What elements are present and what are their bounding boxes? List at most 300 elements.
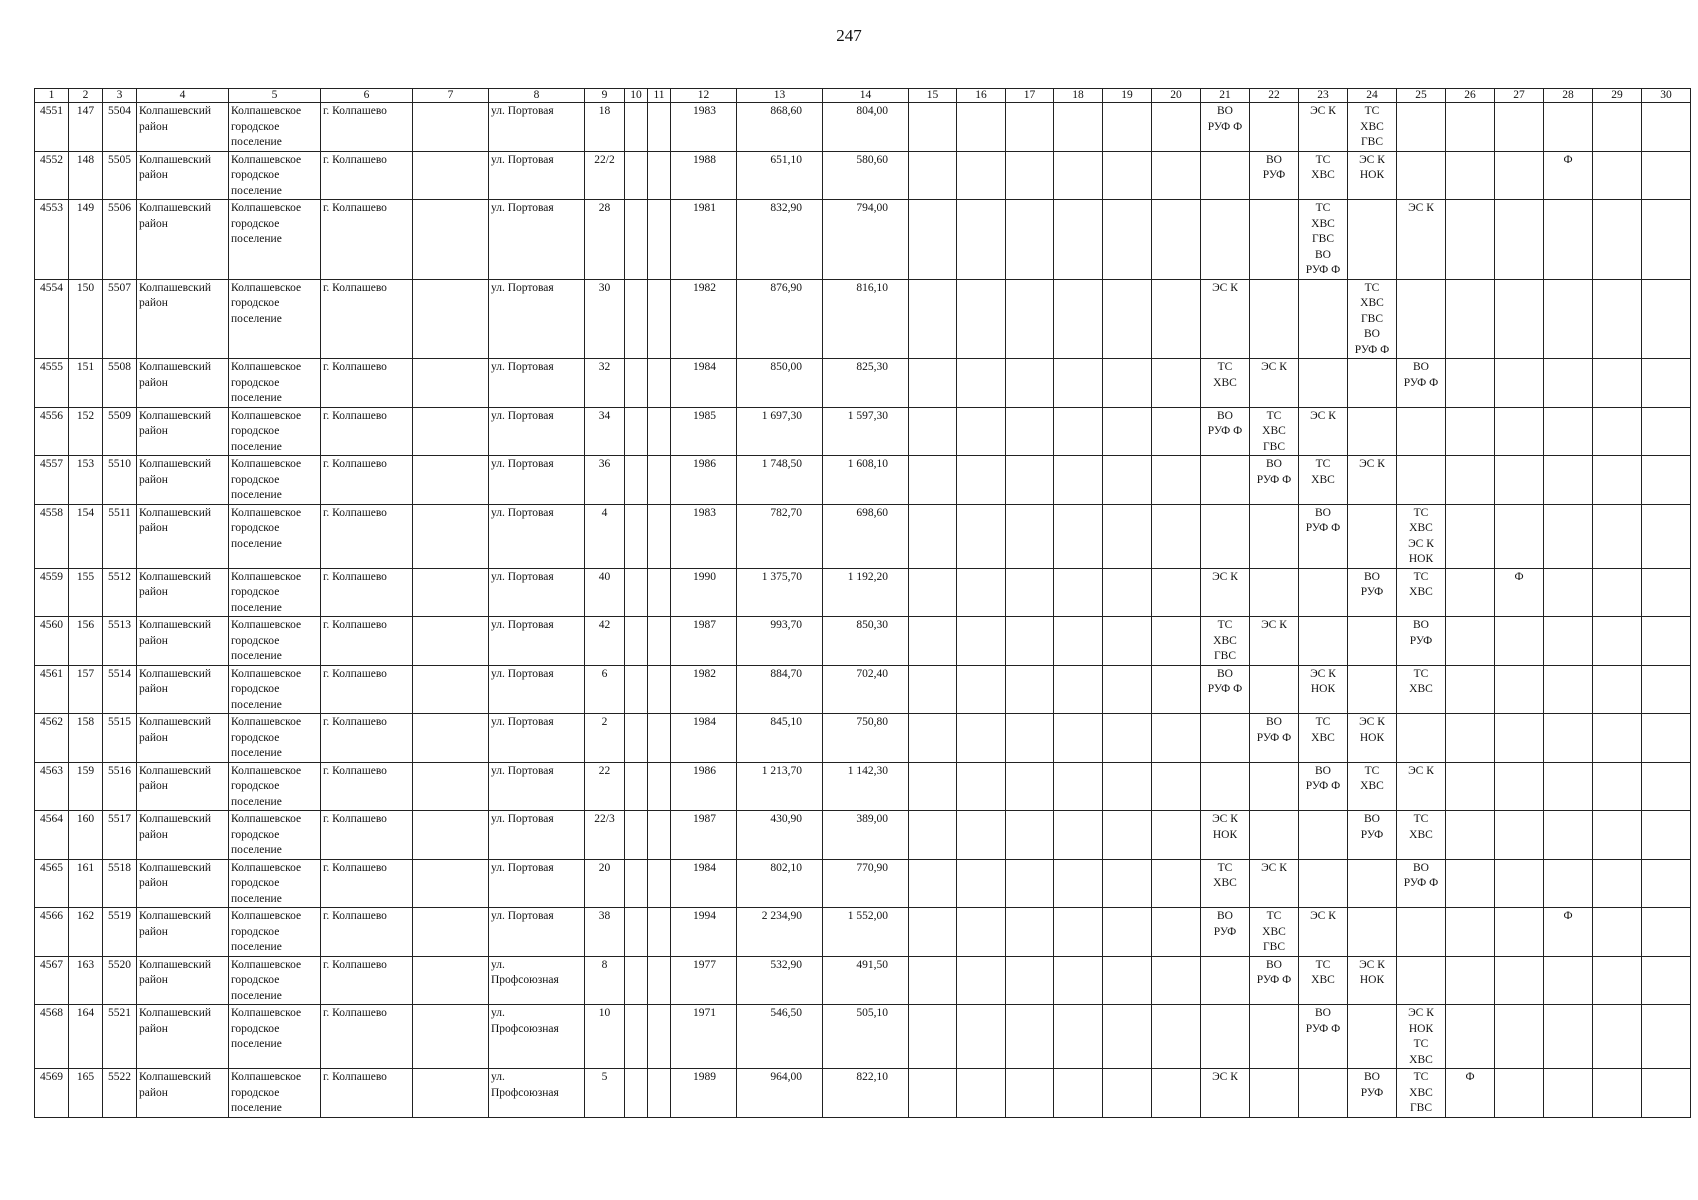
cell-col-4 [137,151,229,200]
cell-line: ВО [1217,910,1233,922]
cell-col-4 [137,956,229,1005]
cell-line: Колпашевское [231,409,302,422]
cell-line: поселение [231,650,282,662]
cell-col-3: 5514 [103,665,137,714]
cell-line: ТС [1364,281,1380,294]
cell-line: ЭС К [1261,361,1287,373]
cell-col-5 [229,568,321,617]
cell-line: ТС [1217,861,1233,874]
table-row [35,908,1691,957]
cell-line: НОК [1359,731,1385,744]
cell-col-23 [1299,200,1348,280]
cell-line: ВО [1413,619,1429,631]
cell-col-28: Ф [1544,151,1593,200]
cell-col-30 [1642,279,1691,359]
cell-col-12: 1986 [671,456,737,505]
cell-col-1: 4569 [35,1069,69,1118]
cell-col-4 [137,714,229,763]
cell-col-23 [1299,407,1348,456]
cell-col-20 [1152,956,1201,1005]
cell-col-10 [625,1005,648,1069]
cell-col-11 [648,359,671,408]
column-header-11: 11 [648,89,671,103]
cell-col-1: 4552 [35,151,69,200]
cell-line: Колпашевский [139,1007,212,1019]
cell-line: Колпашевский [139,281,212,294]
cell-col-27 [1495,151,1544,200]
cell-line: Колпашевский [139,570,212,583]
cell-col-4 [137,279,229,359]
cell-col-6: г. Колпашево [321,504,413,568]
cell-col-14: 1 192,20 [823,568,909,617]
cell-line: район [139,1086,168,1099]
cell-col-24 [1348,200,1397,280]
cell-col-21 [1201,811,1250,860]
cell-col-24 [1348,1005,1397,1069]
cell-col-25 [1397,456,1446,505]
cell-line: ЭС К [1408,1007,1434,1019]
cell-col-26 [1446,200,1495,280]
cell-col-15 [909,665,957,714]
cell-line: городское [231,522,280,534]
column-header-4: 4 [137,89,229,103]
cell-col-19 [1103,762,1152,811]
cell-col-19 [1103,956,1152,1005]
cell-line: Колпашевский [139,409,212,422]
cell-col-27 [1495,859,1544,908]
cell-col-29 [1593,665,1642,714]
cell-col-21 [1201,859,1250,908]
cell-col-21 [1201,407,1250,456]
cell-col-7 [413,665,489,714]
cell-col-13: 884,70 [737,665,823,714]
cell-line: район [139,297,168,309]
cell-col-22 [1250,617,1299,666]
cell-col-11 [648,714,671,763]
cell-line: ул. Портовая [491,619,554,631]
cell-col-16 [957,407,1006,456]
cell-col-1: 4558 [35,504,69,568]
cell-col-27 [1495,359,1544,408]
cell-col-24 [1348,617,1397,666]
cell-col-22 [1250,859,1299,908]
cell-line: район [139,877,168,889]
cell-line: ул. Портовая [491,667,554,680]
cell-line: район [139,974,168,986]
cell-line: РУФ Ф [1305,522,1341,534]
cell-line: РУФ [1213,925,1237,938]
cell-col-23 [1299,279,1348,359]
cell-col-1: 4563 [35,762,69,811]
cell-col-10 [625,908,648,957]
cell-line: городское [231,877,280,889]
cell-col-24 [1348,762,1397,811]
column-header-15: 15 [909,89,957,103]
cell-line: район [139,120,168,133]
cell-col-24 [1348,407,1397,456]
cell-col-6: г. Колпашево [321,617,413,666]
cell-col-20 [1152,456,1201,505]
cell-col-11 [648,762,671,811]
cell-col-9: 18 [585,103,625,152]
cell-line: ЭС К [1261,619,1287,631]
cell-col-29 [1593,359,1642,408]
cell-col-25 [1397,714,1446,763]
cell-col-22 [1250,359,1299,408]
cell-line: городское [231,925,280,938]
data-table [34,88,1691,1118]
cell-line: поселение [231,489,282,501]
column-header-12: 12 [671,89,737,103]
cell-col-20 [1152,908,1201,957]
cell-col-28 [1544,200,1593,280]
cell-line: Колпашевский [139,105,212,117]
cell-col-14: 804,00 [823,103,909,152]
table-row [35,103,1691,152]
cell-col-4 [137,359,229,408]
cell-line: городское [231,683,280,695]
cell-col-21 [1201,456,1250,505]
cell-line: поселение [231,440,282,453]
cell-col-11 [648,665,671,714]
cell-col-5 [229,359,321,408]
cell-col-11 [648,200,671,280]
cell-line: район [139,376,168,389]
cell-col-17 [1006,151,1054,200]
cell-col-26 [1446,665,1495,714]
cell-col-21 [1201,908,1250,957]
column-header-28: 28 [1544,89,1593,103]
cell-col-14: 750,80 [823,714,909,763]
cell-col-20 [1152,504,1201,568]
cell-col-20 [1152,151,1201,200]
cell-col-17 [1006,568,1054,617]
cell-col-19 [1103,811,1152,860]
column-header-7: 7 [413,89,489,103]
cell-col-30 [1642,456,1691,505]
cell-col-23 [1299,908,1348,957]
table-row [35,456,1691,505]
cell-col-3: 5520 [103,956,137,1005]
cell-col-9: 20 [585,859,625,908]
cell-col-8 [489,504,585,568]
cell-line: РУФ Ф [1305,1022,1341,1035]
cell-col-9: 6 [585,665,625,714]
cell-col-27 [1495,714,1544,763]
cell-line: ул. Портовая [491,764,554,777]
cell-col-13: 868,60 [737,103,823,152]
cell-line: Колпашевский [139,764,212,777]
cell-col-8 [489,714,585,763]
cell-col-13: 1 375,70 [737,568,823,617]
cell-line: городское [231,376,280,389]
cell-col-16 [957,456,1006,505]
cell-line: Колпашевское [231,1071,302,1083]
cell-line: РУФ Ф [1403,376,1439,389]
cell-col-10 [625,956,648,1005]
cell-line: поселение [231,537,282,550]
cell-col-3: 5521 [103,1005,137,1069]
table-row [35,665,1691,714]
cell-col-15 [909,811,957,860]
cell-col-14: 1 552,00 [823,908,909,957]
cell-line: район [139,634,168,647]
cell-col-28 [1544,1069,1593,1118]
cell-line: ТС [1315,458,1331,470]
cell-col-22 [1250,1005,1299,1069]
cell-line: поселение [231,312,282,325]
cell-line: городское [231,473,280,486]
cell-col-10 [625,762,648,811]
cell-col-23 [1299,665,1348,714]
cell-col-23 [1299,568,1348,617]
cell-line: ХВС [1409,1086,1433,1099]
cell-col-8 [489,568,585,617]
cell-line: ЭС К [1359,458,1385,470]
cell-col-12: 1983 [671,504,737,568]
cell-col-6: г. Колпашево [321,762,413,811]
cell-col-28 [1544,568,1593,617]
cell-col-26 [1446,956,1495,1005]
cell-line: район [139,169,168,181]
cell-col-26 [1446,568,1495,617]
cell-col-28 [1544,859,1593,908]
cell-col-30 [1642,617,1691,666]
cell-line: городское [231,731,280,744]
cell-col-26 [1446,1005,1495,1069]
cell-col-7 [413,617,489,666]
cell-col-25 [1397,279,1446,359]
cell-col-4 [137,103,229,152]
cell-col-4 [137,568,229,617]
cell-col-14: 816,10 [823,279,909,359]
cell-line: ВО [1217,105,1233,117]
table-row [35,1069,1691,1118]
cell-col-16 [957,859,1006,908]
cell-col-11 [648,407,671,456]
cell-col-12: 1985 [671,407,737,456]
cell-col-12: 1987 [671,811,737,860]
cell-col-10 [625,151,648,200]
cell-col-29 [1593,762,1642,811]
cell-col-5 [229,859,321,908]
cell-col-16 [957,504,1006,568]
cell-col-16 [957,1005,1006,1069]
cell-col-21 [1201,956,1250,1005]
cell-col-13: 430,90 [737,811,823,860]
cell-line: ул. Портовая [491,570,554,583]
cell-line: ЭС К [1212,281,1238,294]
cell-col-19 [1103,456,1152,505]
cell-col-12: 1977 [671,956,737,1005]
cell-col-12: 1988 [671,151,737,200]
cell-col-23 [1299,617,1348,666]
cell-line: Колпашевское [231,667,302,680]
cell-col-11 [648,1005,671,1069]
cell-col-17 [1006,359,1054,408]
cell-col-3: 5508 [103,359,137,408]
table-row [35,279,1691,359]
cell-col-29 [1593,859,1642,908]
cell-col-19 [1103,665,1152,714]
cell-line: РУФ Ф [1305,264,1341,276]
cell-col-16 [957,762,1006,811]
cell-line: городское [231,1086,280,1099]
cell-col-8 [489,456,585,505]
cell-line: ХВС [1409,683,1433,695]
cell-col-10 [625,665,648,714]
cell-col-19 [1103,407,1152,456]
header-row [35,89,1691,103]
cell-col-22 [1250,1069,1299,1118]
cell-col-30 [1642,504,1691,568]
cell-col-8 [489,956,585,1005]
cell-col-8 [489,811,585,860]
cell-col-12: 1982 [671,665,737,714]
cell-col-21 [1201,568,1250,617]
cell-col-27 [1495,456,1544,505]
cell-col-29 [1593,151,1642,200]
cell-col-4 [137,617,229,666]
column-header-6: 6 [321,89,413,103]
cell-line: ЭС К [1408,764,1434,777]
cell-col-14: 770,90 [823,859,909,908]
cell-col-18 [1054,811,1103,860]
cell-col-17 [1006,200,1054,280]
cell-col-18 [1054,617,1103,666]
cell-col-12: 1983 [671,103,737,152]
cell-col-9: 36 [585,456,625,505]
cell-col-26 [1446,762,1495,811]
table-row [35,617,1691,666]
cell-col-8 [489,665,585,714]
cell-line: ЭС К [1310,667,1336,680]
cell-col-21 [1201,665,1250,714]
cell-col-18 [1054,665,1103,714]
cell-col-23 [1299,859,1348,908]
cell-col-15 [909,568,957,617]
cell-col-13: 1 748,50 [737,456,823,505]
cell-col-5 [229,956,321,1005]
cell-line: ЭС К [1359,153,1385,166]
cell-col-6: г. Колпашево [321,714,413,763]
cell-col-16 [957,1069,1006,1118]
cell-col-20 [1152,1005,1201,1069]
cell-col-17 [1006,1069,1054,1118]
cell-line: Колпашевский [139,153,212,166]
cell-col-30 [1642,1069,1691,1118]
cell-col-14: 505,10 [823,1005,909,1069]
cell-col-29 [1593,279,1642,359]
cell-col-11 [648,568,671,617]
cell-line: ВО [1315,1007,1331,1019]
cell-line: ХВС [1409,522,1433,534]
cell-col-2: 157 [69,665,103,714]
cell-col-5 [229,200,321,280]
cell-col-27 [1495,811,1544,860]
cell-line: поселение [231,844,282,856]
cell-col-5 [229,714,321,763]
cell-line: РУФ Ф [1207,425,1243,437]
cell-col-16 [957,811,1006,860]
cell-line: Колпашевский [139,361,212,373]
cell-col-30 [1642,714,1691,763]
cell-line: городское [231,634,280,647]
cell-col-15 [909,1005,957,1069]
cell-col-20 [1152,617,1201,666]
cell-col-16 [957,279,1006,359]
cell-line: ТС [1315,202,1331,214]
cell-col-23 [1299,956,1348,1005]
cell-col-20 [1152,407,1201,456]
column-header-30: 30 [1642,89,1691,103]
cell-col-17 [1006,456,1054,505]
cell-line: Колпашевское [231,958,302,971]
cell-col-16 [957,359,1006,408]
cell-col-8 [489,407,585,456]
cell-line: ГВС [1214,650,1236,662]
cell-col-4 [137,1005,229,1069]
cell-col-8 [489,200,585,280]
table-row [35,859,1691,908]
cell-col-26: Ф [1446,1069,1495,1118]
cell-col-10 [625,359,648,408]
column-header-23: 23 [1299,89,1348,103]
cell-col-30 [1642,151,1691,200]
cell-col-1: 4557 [35,456,69,505]
cell-line: городское [231,169,280,181]
cell-col-10 [625,617,648,666]
cell-col-9: 32 [585,359,625,408]
cell-col-2: 147 [69,103,103,152]
cell-line: ХВС [1311,473,1335,486]
cell-col-20 [1152,714,1201,763]
cell-line: ЭС К [1310,910,1336,922]
cell-col-8 [489,359,585,408]
cell-line: РУФ Ф [1256,473,1292,486]
cell-line: Колпашевский [139,861,212,874]
cell-line: Колпашевский [139,1071,212,1083]
cell-col-19 [1103,200,1152,280]
cell-col-3: 5518 [103,859,137,908]
cell-col-21 [1201,279,1250,359]
cell-line: район [139,425,168,437]
cell-col-28 [1544,359,1593,408]
cell-col-9: 22/3 [585,811,625,860]
cell-col-20 [1152,665,1201,714]
cell-line: Колпашевское [231,619,302,631]
cell-col-20 [1152,200,1201,280]
cell-line: поселение [231,795,282,808]
cell-col-7 [413,151,489,200]
cell-col-7 [413,456,489,505]
cell-col-1: 4566 [35,908,69,957]
cell-line: ул. Портовая [491,105,554,117]
cell-col-1: 4551 [35,103,69,152]
cell-col-1: 4554 [35,279,69,359]
column-header-1: 1 [35,89,69,103]
cell-col-4 [137,762,229,811]
cell-col-14: 1 142,30 [823,762,909,811]
column-header-24: 24 [1348,89,1397,103]
cell-col-14: 794,00 [823,200,909,280]
cell-line: Колпашевское [231,153,302,166]
cell-col-5 [229,456,321,505]
cell-line: РУФ [1360,828,1384,841]
cell-col-28: Ф [1544,908,1593,957]
cell-col-27 [1495,279,1544,359]
cell-col-21 [1201,617,1250,666]
